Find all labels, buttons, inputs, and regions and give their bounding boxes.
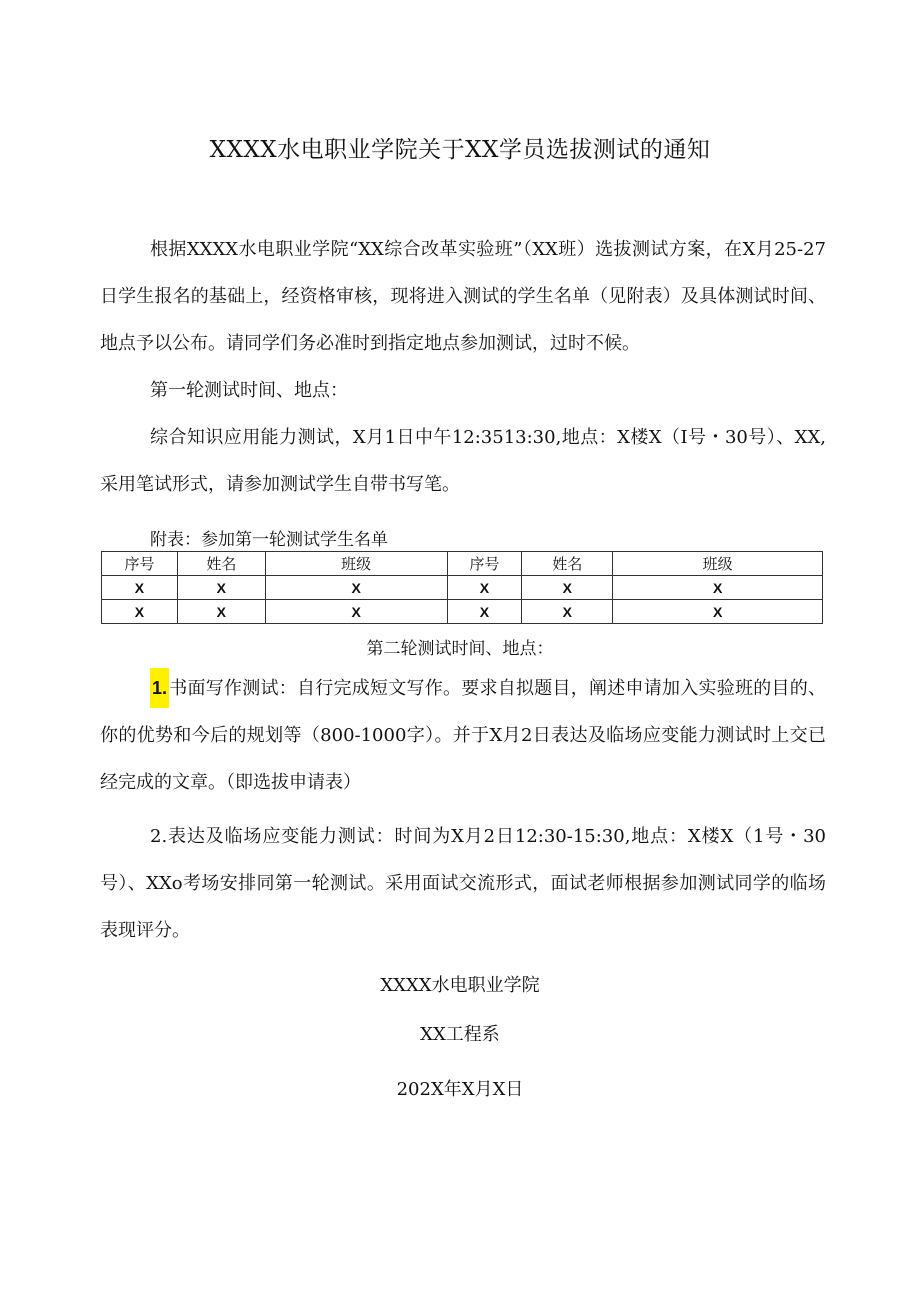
student-list-table [101,551,823,624]
item2-paragraph [100,813,826,954]
table-cell: X [102,600,178,624]
header-cell: 班级 [613,552,823,576]
table-header-row [102,552,823,576]
header-cell: 班级 [265,552,447,576]
table-row [102,600,823,624]
table-cell: X [447,576,522,600]
item1-text: 书面写作测试：自行完成短文写作。要求自拟题目，阐述申请加入实验班的目的、你的优势和今后的规划等（800-1000字）。并于X月2日表达及临场应变能力测试时上交已经完成的文章。（即选拔申请表） [100,678,826,793]
header-cell: 姓名 [177,552,265,576]
table-cell: X [447,600,522,624]
item2-text: 2.表达及临场应变能力测试：时间为X月2日12:30-15:30,地点：X楼X（1号・30号）、XXo考场安排同第一轮测试。采用面试交流形式，面试老师根据参加测试同学的临场表现评分。 [100,826,826,941]
intro-paragraph [100,226,826,367]
round1-paragraph [100,414,826,508]
round1-heading-block [100,367,826,414]
table-row [102,576,823,600]
table-cell: X [613,600,823,624]
header-cell: 序号 [447,552,522,576]
item1-paragraph [100,665,826,806]
table-cell: X [613,576,823,600]
round1-text: 综合知识应用能力测试，X月1日中午12:3513:30,地点：X楼X（I号・30号）、XX,采用笔试形式，请参加测试学生自带书写笔。 [100,427,826,495]
round2-heading: 第二轮测试时间、地点： [366,639,554,659]
table-cell: X [265,600,447,624]
table-cell: X [522,600,613,624]
header-cell: 序号 [102,552,178,576]
item1-number: 1. [150,668,169,708]
header-cell: 姓名 [522,552,613,576]
table-cell: X [177,576,265,600]
table-cell: X [177,600,265,624]
document-title: XXXX水电职业学院关于XX学员选拔测试的通知 [209,137,711,163]
table-cell: X [522,576,613,600]
table-cell: X [265,576,447,600]
round1-heading: 第一轮测试时间、地点： [150,380,348,401]
signature-org: XXXX水电职业学院 [380,975,540,996]
table-caption: 附表：参加第一轮测试学生名单 [150,530,388,550]
table-cell: X [102,576,178,600]
signature-date: 202X年X月X日 [396,1079,524,1100]
signature-dept: XX工程系 [420,1024,500,1045]
intro-text: 根据XXXX水电职业学院“XX综合改革实验班”（XX班）选拔测试方案，在X月25-27日学生报名的基础上，经资格审核，现将进入测试的学生名单（见附表）及具体测试时间、地点予以公布。请同学们务必准时到指定地点参加测试，过时不候。 [100,239,826,354]
